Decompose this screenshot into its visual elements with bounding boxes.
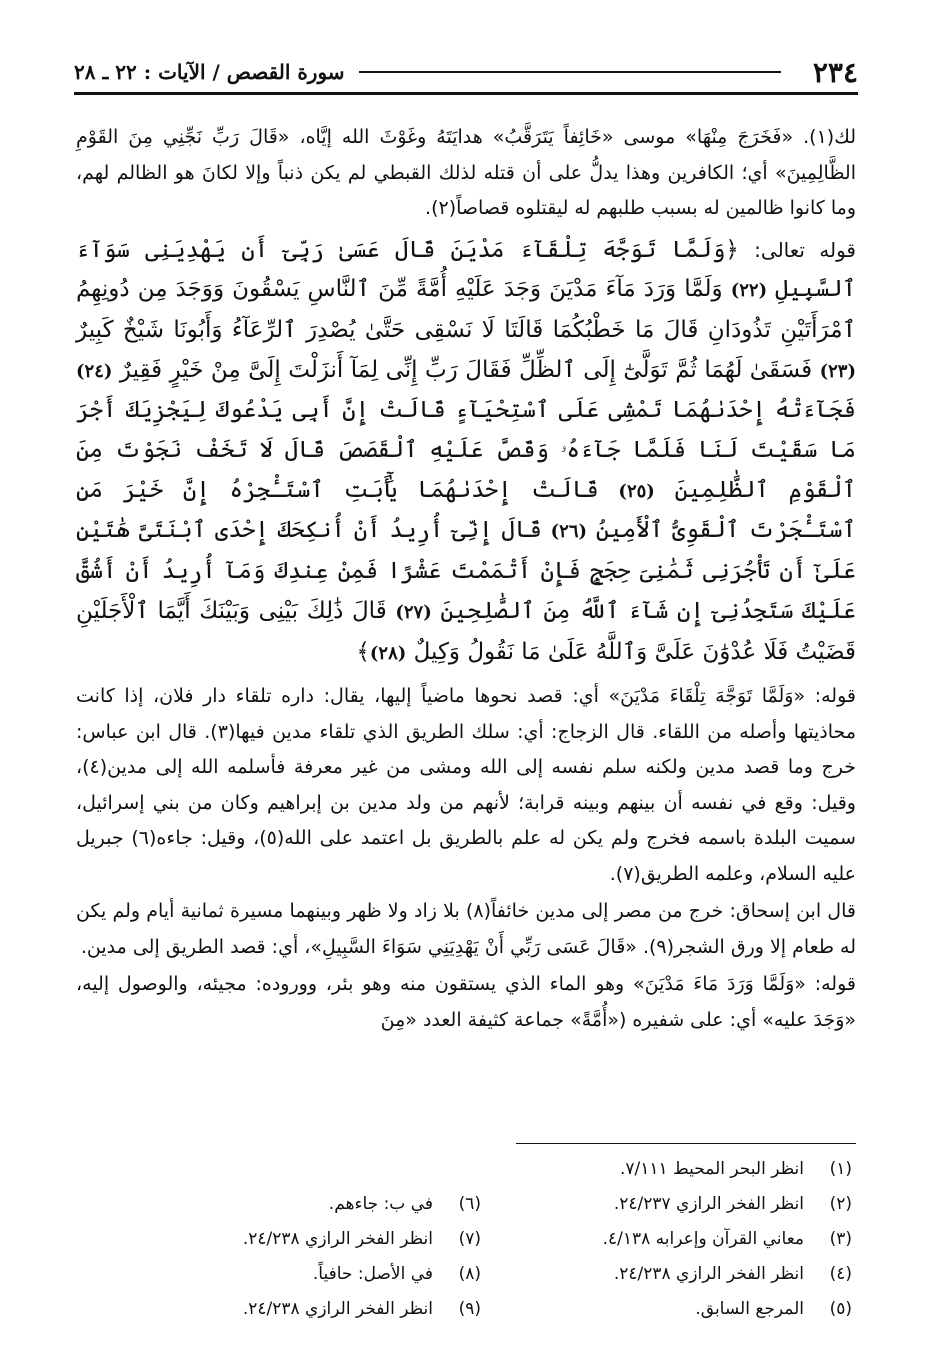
verse-text: قَالَ ذَٰلِكَ بَيْنِى وَبَيْنَكَ أَيَّمَا ٱلْأَجَلَيْنِ قَضَيْتُ فَلَا عُدْوَٰنَ عَلَىَّ وَٱللَّهُ عَلَىٰ مَا نَقُولُ وَكِيلٌ: [76, 597, 856, 665]
verse-text: وَلَمَّا وَرَدَ مَآءَ مَدْيَنَ وَجَدَ عَلَيْهِ أُمَّةً مِّنَ ٱلنَّاسِ يَسْقُونَ وَوَجَدَ مِن دُونِهِمُ ٱمْرَأَتَيْنِ تَذُودَانِ قَالَ مَا خَطْبُكُمَا قَالَتَا لَا نَسْقِى حَتَّىٰ يُصْدِرَ ٱلرِّعَآءُ وَأَبُونَا شَيْخٌ كَبِيرٌ: [76, 276, 856, 343]
running-title: سورة القصص / الآيات : ٢٢ ـ ٢٨: [74, 60, 345, 84]
footnote: (٣)معاني القرآن وإعرابه ٤/١٣٨.: [602, 1229, 852, 1249]
header-rule: [359, 71, 781, 73]
ayah-number-marker: (٢٣): [819, 360, 856, 382]
footnote-divider: [516, 1143, 856, 1144]
verse-text: فَجَآءَتْهُ إِحْدَىٰهُمَا تَمْشِى عَلَى ٱسْتِحْيَآءٍ قَالَتْ إِنَّ أَبِى يَدْعُوكَ لِيَجْزِيَكَ أَجْرَ مَا سَقَيْتَ لَنَا فَلَمَّا جَآءَهُۥ وَقَصَّ عَلَيْهِ ٱلْقَصَصَ قَالَ لَا تَخَفْ نَجَوْتَ مِنَ ٱلْقَوْمِ ٱلظَّٰلِمِينَ: [76, 397, 857, 503]
footnote: (١)انظر البحر المحيط ٧/١١١.: [619, 1159, 852, 1179]
footnote: (٤)انظر الفخر الرازي ٢٤/٢٣٨.: [613, 1264, 852, 1284]
paragraph: لك(١). «فَخَرَجَ مِنْهَا» موسى «خَائِفاً يَتَرَقَّبُ» هدايَتَهُ وغَوْثَ الله إيَّاه، «قَالَ رَبِّ نَجِّنِي مِنَ القَوْمِ الظَّالِمِينَ» أي؛ الكافرين وهذا يدلُّ على أن قتله لذلك القبطي لم يكن ذنباً وإلا لكانَ هو الظالم لهم، وما كانوا ظالمين له بسبب طلبهم له ليقتلوه قصاصاً(٢).: [76, 126, 856, 219]
closing-bracket: ﴾: [356, 638, 370, 665]
ayah-number-marker: (٢٤): [76, 360, 113, 382]
footnotes-right-column: [521, 1152, 852, 1327]
page-number: ٢٣٤: [812, 55, 858, 89]
ayah-number-marker: (٢٥): [618, 480, 655, 502]
paragraph: قوله: «وَلَمَّا تَوَجَّهَ تِلْقَاءَ مَدْيَنَ» أي: قصد نحوها ماضياً إليها، يقال: داره تلقاء دار فلان، إذا كانت محاذيتها وأصله من اللقاء. قال الزجاج: أي: سلك الطريق الذي تلقاء مدين فيها(٣). قال ابن عباس: خرج وما قصد مدين ولكنه سلم نفسه إلى الله ومشى من غير معرفة فأسلمه الله إلى مدين(٤)، وقيل: وقع في نفسه أن بينهم وبينه قرابة؛ لأنهم من ولد مدين بن إبراهيم وكان من بني إسرائيل، سميت البلدة باسمه فخرج ولم يكن له علم بالطريق بل اعتمد على الله(٥)، وقيل: جاءه(٦) جبريل عليه السلام، وعلمه الطريق(٧).: [76, 685, 856, 885]
verse-text: قَالَ إِنِّىٓ أُرِيدُ أَنْ أُنكِحَكَ إِحْدَى ٱبْنَتَىَّ هَٰتَيْنِ عَلَىٰٓ أَن تَأْجُرَنِى ثَمَٰنِىَ حِجَجٍ فَإِنْ أَتْمَمْتَ عَشْرًا فَمِنْ عِندِكَ وَمَآ أُرِيدُ أَنْ أَشُقَّ عَلَيْكَ سَتَجِدُنِىٓ إِن شَآءَ ٱللَّهُ مِنَ ٱلصَّٰلِحِينَ: [76, 517, 857, 624]
footnote: (٥)المرجع السابق.: [695, 1299, 852, 1319]
footnotes: [150, 1152, 852, 1327]
ayah-number-marker: (٢٨): [369, 642, 407, 664]
ayah-number-marker: (٢٦): [550, 521, 588, 543]
verse-text: ﴿وَلَمَّا تَوَجَّهَ تِلْقَآءَ مَدْيَنَ قَالَ عَسَىٰ رَبِّىٓ أَن يَهْدِيَنِى سَوَآءَ ٱلسَّبِيلِ: [76, 236, 857, 303]
ayah-number-marker: (٢٢): [730, 280, 768, 302]
verse-text: فَسَقَىٰ لَهُمَا ثُمَّ تَوَلَّىٰٓ إِلَى ٱلظِّلِّ فَقَالَ رَبِّ إِنِّى لِمَآ أَنزَلْتَ إِلَىَّ مِنْ خَيْرٍ فَقِيرٌ: [119, 356, 813, 383]
quran-passage: [76, 231, 856, 674]
footnote: (٦)في ب: جاءهم.: [328, 1194, 481, 1214]
main-text: [76, 120, 856, 1040]
paragraph: قال ابن إسحاق: خرج من مصر إلى مدين خائفاً(٨) بلا زاد ولا ظهر وبينهما مسيرة ثمانية أيام ولم يكن له طعام إلا ورق الشجر(٩). «قَالَ عَسَى رَبِّي أَنْ يَهْدِيَنِي سَوَاءَ السَّبِيلِ»، أي: قصد الطريق إلى مدين.: [76, 900, 856, 958]
quran-intro: قوله تعالى:: [754, 237, 856, 262]
footnote: (٩)انظر الفخر الرازي ٢٤/٢٣٨.: [242, 1299, 481, 1319]
verse-text: قَالَتْ إِحْدَىٰهُمَا يَٰٓأَبَتِ ٱسْتَـْٔجِرْهُ إِنَّ خَيْرَ مَنِ ٱسْتَـْٔجَرْتَ ٱلْقَوِىُّ ٱلْأَمِينُ: [76, 476, 857, 544]
footnote: (٢)انظر الفخر الرازي ٢٤/٢٣٧.: [613, 1194, 852, 1214]
ayah-number-marker: (٢٧): [395, 601, 432, 623]
page-header: [74, 52, 858, 95]
footnote: (٧)انظر الفخر الرازي ٢٤/٢٣٨.: [242, 1229, 481, 1249]
footnote: (٨)في الأصل: حافياً.: [312, 1264, 481, 1284]
paragraph: قوله: «وَلَمَّا وَرَدَ مَاءَ مَدْيَنَ» وهو الماء الذي يستقون منه وهو بئر، ووروده: مجيئه، والوصول إليه، «وَجَدَ عليه» أي: على شفيره («أُمَّةً» جماعة كثيفة العدد «مِنَ: [76, 973, 856, 1031]
footnotes-left-column: [150, 1152, 481, 1327]
